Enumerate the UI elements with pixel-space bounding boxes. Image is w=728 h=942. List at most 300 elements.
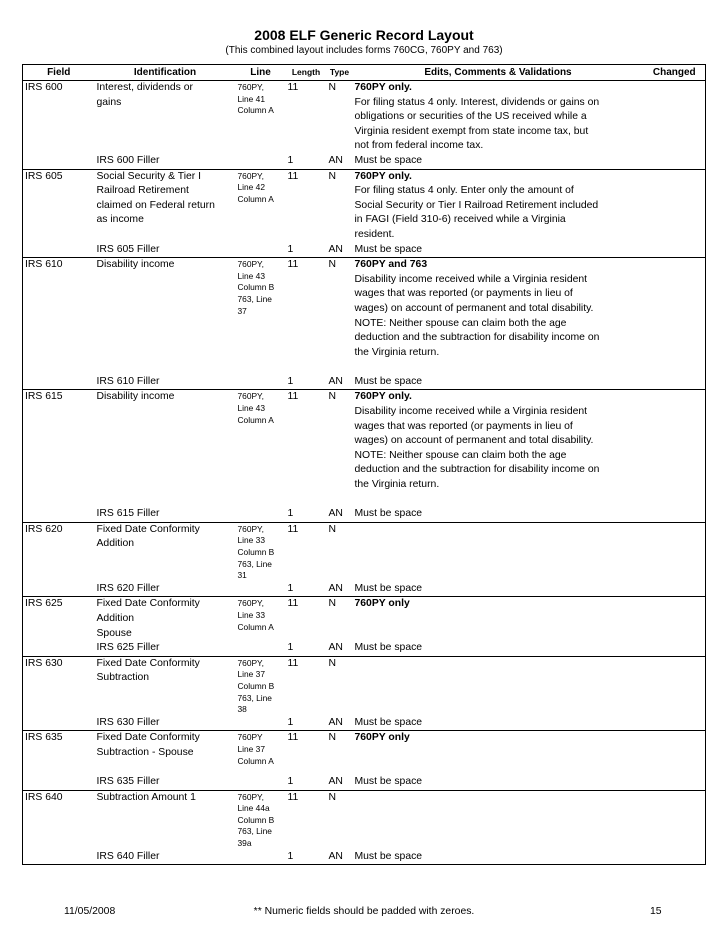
length-cell bbox=[286, 716, 327, 731]
edits-heading: 760PY only. bbox=[354, 391, 412, 403]
length-cell bbox=[286, 775, 327, 790]
edits-line: Must be space bbox=[354, 375, 423, 387]
identification-line: Spouse bbox=[96, 627, 132, 639]
length-value: 1 bbox=[287, 776, 294, 788]
table-row bbox=[23, 154, 706, 169]
table-row bbox=[23, 375, 706, 390]
identification-cell bbox=[95, 775, 236, 790]
edits-line: Must be space bbox=[354, 154, 423, 166]
edits-line: For filing status 4 only. Interest, dividends or gains on bbox=[354, 96, 600, 108]
edits-line: Must be space bbox=[354, 850, 423, 862]
type-cell bbox=[327, 597, 353, 641]
type-value: AN bbox=[328, 375, 343, 387]
identification-line: IRS 640 Filler bbox=[96, 850, 160, 862]
identification-cell bbox=[95, 597, 236, 641]
line-cell bbox=[236, 258, 286, 375]
type-value: N bbox=[328, 391, 337, 403]
identification-line: claimed on Federal return bbox=[96, 199, 215, 211]
identification-cell bbox=[95, 81, 236, 154]
type-value: AN bbox=[328, 582, 343, 594]
edits-heading: 760PY and 763 bbox=[354, 259, 428, 271]
identification-line: Fixed Date Conformity bbox=[96, 657, 200, 669]
field-cell bbox=[23, 850, 95, 865]
identification-cell bbox=[95, 522, 236, 581]
field-code: IRS 625 bbox=[25, 598, 63, 610]
length-cell bbox=[286, 522, 327, 581]
identification-line: Addition bbox=[96, 612, 135, 624]
type-cell bbox=[327, 656, 353, 715]
length-cell bbox=[286, 850, 327, 865]
type-value: N bbox=[328, 791, 337, 803]
table-row bbox=[23, 81, 706, 154]
edits-cell bbox=[353, 375, 644, 390]
identification-line: Disability income bbox=[96, 391, 175, 403]
line-ref: Line 37 bbox=[237, 669, 265, 680]
type-cell bbox=[327, 154, 353, 169]
field-code: IRS 635 bbox=[25, 732, 63, 744]
line-ref: Column B bbox=[237, 282, 275, 293]
field-cell bbox=[23, 169, 95, 242]
type-value: AN bbox=[328, 642, 343, 654]
type-value: AN bbox=[328, 850, 343, 862]
changed-cell bbox=[644, 731, 706, 775]
type-value: N bbox=[328, 523, 337, 535]
line-ref: Line 33 bbox=[237, 535, 265, 546]
line-cell bbox=[236, 243, 286, 258]
edits-line bbox=[355, 493, 642, 508]
table-row bbox=[23, 716, 706, 731]
line-cell bbox=[236, 154, 286, 169]
type-cell bbox=[327, 582, 353, 597]
edits-heading: 760PY only. bbox=[354, 170, 412, 182]
changed-cell bbox=[644, 507, 706, 522]
edits-cell bbox=[353, 582, 644, 597]
edits-heading: 760PY only bbox=[354, 732, 410, 744]
table-body bbox=[23, 81, 706, 865]
page-subtitle: (This combined layout includes forms 760CG, 760PY and 763) bbox=[225, 45, 503, 56]
changed-cell bbox=[644, 81, 706, 154]
length-value: 11 bbox=[287, 170, 299, 182]
edits-line: Social Security or Tier I Railroad Retirement included bbox=[354, 199, 599, 211]
length-value: 1 bbox=[287, 154, 294, 166]
edits-cell bbox=[353, 169, 644, 242]
edits-line: obligations or securities of the US received while a bbox=[354, 111, 587, 123]
table-row bbox=[23, 641, 706, 656]
table-row bbox=[23, 243, 706, 258]
field-code: IRS 620 bbox=[25, 523, 63, 535]
edits-line: Must be space bbox=[354, 243, 423, 255]
identification-cell bbox=[95, 850, 236, 865]
type-cell bbox=[327, 375, 353, 390]
edits-cell bbox=[353, 731, 644, 775]
line-cell bbox=[236, 582, 286, 597]
type-value: N bbox=[328, 598, 337, 610]
identification-line: IRS 605 Filler bbox=[96, 243, 160, 255]
length-value: 11 bbox=[287, 523, 299, 535]
changed-cell bbox=[644, 790, 706, 849]
footer-date: 11/05/2008 bbox=[64, 906, 116, 917]
type-cell bbox=[327, 850, 353, 865]
edits-line: Must be space bbox=[354, 776, 423, 788]
edits-line: deduction and the subtraction for disability income on bbox=[354, 464, 600, 476]
length-value: 1 bbox=[287, 716, 294, 728]
edits-line: in FAGI (Field 310-6) received while a Virginia bbox=[354, 214, 566, 226]
type-value: AN bbox=[328, 716, 343, 728]
identification-line: Interest, dividends or bbox=[96, 82, 193, 93]
edits-line: For filing status 4 only. Enter only the amount of bbox=[354, 185, 574, 197]
changed-cell bbox=[644, 258, 706, 375]
line-cell bbox=[236, 790, 286, 849]
length-cell bbox=[286, 154, 327, 169]
field-cell bbox=[23, 154, 95, 169]
edits-cell bbox=[353, 390, 644, 507]
line-ref: 39a bbox=[237, 838, 252, 849]
length-cell bbox=[286, 641, 327, 656]
type-cell bbox=[327, 390, 353, 507]
line-ref: Column A bbox=[237, 193, 274, 204]
edits-line: wages) on account of permanent and total disability. bbox=[354, 302, 594, 314]
edits-line: Virginia resident exempt from state income tax, but bbox=[354, 125, 589, 137]
length-value: 11 bbox=[287, 732, 299, 744]
type-cell bbox=[327, 716, 353, 731]
length-cell bbox=[286, 81, 327, 154]
table-row bbox=[23, 597, 706, 641]
line-cell bbox=[236, 81, 286, 154]
identification-line: Fixed Date Conformity bbox=[96, 598, 200, 610]
field-code: IRS 605 bbox=[25, 170, 63, 182]
changed-cell bbox=[644, 169, 706, 242]
field-cell bbox=[23, 522, 95, 581]
column-header-changed: Changed bbox=[644, 65, 706, 81]
edits-line: the Virginia return. bbox=[354, 479, 440, 491]
field-cell bbox=[23, 390, 95, 507]
edits-cell bbox=[353, 597, 644, 641]
line-ref: Line 41 bbox=[237, 93, 265, 104]
identification-line: as income bbox=[96, 214, 144, 226]
length-value: 1 bbox=[287, 243, 294, 255]
type-cell bbox=[327, 522, 353, 581]
length-cell bbox=[286, 731, 327, 775]
changed-cell bbox=[644, 582, 706, 597]
length-cell bbox=[286, 597, 327, 641]
edits-heading: 760PY only. bbox=[354, 82, 412, 93]
changed-cell bbox=[644, 243, 706, 258]
field-code: IRS 610 bbox=[25, 259, 63, 271]
identification-line: IRS 615 Filler bbox=[96, 508, 160, 520]
edits-cell bbox=[353, 716, 644, 731]
length-value: 1 bbox=[287, 642, 294, 654]
edits-cell bbox=[353, 507, 644, 522]
identification-line: IRS 630 Filler bbox=[96, 716, 160, 728]
line-ref: 760PY, bbox=[237, 82, 264, 92]
edits-line: wages) on account of permanent and total disability. bbox=[354, 435, 594, 447]
length-value: 11 bbox=[287, 391, 299, 403]
length-cell bbox=[286, 169, 327, 242]
edits-line: deduction and the subtraction for disability income on bbox=[354, 332, 600, 344]
identification-cell bbox=[95, 656, 236, 715]
line-ref: Line 43 bbox=[237, 403, 265, 414]
field-cell bbox=[23, 582, 95, 597]
identification-cell bbox=[95, 716, 236, 731]
type-cell bbox=[327, 243, 353, 258]
line-ref: Column A bbox=[237, 414, 274, 425]
line-ref: 760PY, bbox=[237, 598, 264, 609]
field-cell bbox=[23, 641, 95, 656]
type-cell bbox=[327, 775, 353, 790]
line-ref: 763, Line bbox=[237, 692, 272, 703]
edits-line bbox=[355, 360, 642, 375]
edits-cell bbox=[353, 656, 644, 715]
changed-cell bbox=[644, 522, 706, 581]
length-value: 11 bbox=[287, 598, 299, 610]
line-ref: Line 33 bbox=[237, 609, 265, 620]
changed-cell bbox=[644, 375, 706, 390]
type-value: AN bbox=[328, 243, 343, 255]
length-cell bbox=[286, 243, 327, 258]
line-ref: Column B bbox=[237, 680, 275, 691]
type-cell bbox=[327, 258, 353, 375]
line-ref: 760PY, bbox=[237, 170, 264, 181]
changed-cell bbox=[644, 597, 706, 641]
edits-line: Must be space bbox=[354, 508, 423, 520]
line-cell bbox=[236, 522, 286, 581]
type-value: AN bbox=[328, 154, 343, 166]
line-ref: 760PY, bbox=[237, 791, 264, 802]
edits-cell bbox=[353, 790, 644, 849]
changed-cell bbox=[644, 656, 706, 715]
length-value: 11 bbox=[287, 791, 299, 803]
table-row bbox=[23, 522, 706, 581]
line-ref: Line 37 bbox=[237, 743, 265, 754]
table-row bbox=[23, 790, 706, 849]
changed-cell bbox=[644, 390, 706, 507]
edits-line: Disability income received while a Virginia resident bbox=[354, 273, 588, 285]
changed-cell bbox=[644, 641, 706, 656]
length-value: 1 bbox=[287, 582, 294, 594]
line-ref: 760PY, bbox=[237, 391, 264, 402]
line-cell bbox=[236, 716, 286, 731]
identification-line: Social Security & Tier I bbox=[96, 170, 202, 182]
field-cell bbox=[23, 507, 95, 522]
line-ref: Column A bbox=[237, 621, 274, 632]
identification-line: Fixed Date Conformity bbox=[96, 523, 200, 535]
edits-line: wages that was reported (or payments in lieu of bbox=[354, 288, 573, 300]
edits-line: Must be space bbox=[354, 716, 423, 728]
identification-line: Railroad Retirement bbox=[96, 185, 189, 197]
identification-cell bbox=[95, 154, 236, 169]
length-cell bbox=[286, 507, 327, 522]
identification-cell bbox=[95, 375, 236, 390]
page-title: 2008 ELF Generic Record Layout bbox=[254, 27, 474, 43]
edits-cell bbox=[353, 258, 644, 375]
field-code: IRS 640 bbox=[25, 791, 63, 803]
changed-cell bbox=[644, 154, 706, 169]
line-ref: 763, Line bbox=[237, 826, 272, 837]
type-value: N bbox=[328, 732, 337, 744]
table-row bbox=[23, 582, 706, 597]
length-cell bbox=[286, 582, 327, 597]
edits-line: wages that was reported (or payments in lieu of bbox=[354, 420, 573, 432]
type-cell bbox=[327, 731, 353, 775]
identification-line: gains bbox=[96, 96, 122, 108]
line-ref: 760PY bbox=[237, 732, 263, 743]
line-cell bbox=[236, 775, 286, 790]
line-ref: 763, Line bbox=[237, 558, 272, 569]
field-cell bbox=[23, 716, 95, 731]
column-header-field: Field bbox=[23, 65, 95, 81]
identification-cell bbox=[95, 582, 236, 597]
line-cell bbox=[236, 390, 286, 507]
line-cell bbox=[236, 375, 286, 390]
changed-cell bbox=[644, 850, 706, 865]
line-ref: 760PY, bbox=[237, 657, 264, 668]
identification-line: Subtraction bbox=[96, 672, 150, 684]
edits-cell bbox=[353, 522, 644, 581]
type-value: N bbox=[328, 170, 337, 182]
edits-line: Must be space bbox=[354, 642, 423, 654]
edits-line: NOTE: Neither spouse can claim both the age bbox=[354, 449, 567, 461]
edits-cell bbox=[353, 81, 644, 154]
field-cell bbox=[23, 775, 95, 790]
identification-line: IRS 635 Filler bbox=[96, 776, 160, 788]
field-cell bbox=[23, 81, 95, 154]
type-cell bbox=[327, 507, 353, 522]
length-value: 1 bbox=[287, 850, 294, 862]
field-code: IRS 615 bbox=[25, 391, 63, 403]
line-cell bbox=[236, 731, 286, 775]
line-ref: 760PY, bbox=[237, 523, 264, 534]
identification-cell bbox=[95, 243, 236, 258]
table-header-row bbox=[23, 65, 706, 81]
line-ref: 37 bbox=[237, 305, 247, 316]
type-cell bbox=[327, 641, 353, 656]
type-cell bbox=[327, 81, 353, 154]
length-cell bbox=[286, 375, 327, 390]
identification-line: Addition bbox=[96, 538, 135, 550]
field-cell bbox=[23, 258, 95, 375]
type-cell bbox=[327, 169, 353, 242]
length-value: 1 bbox=[287, 508, 294, 520]
field-code: IRS 600 bbox=[25, 82, 63, 93]
identification-cell bbox=[95, 507, 236, 522]
column-header-type: Type bbox=[327, 65, 353, 81]
edits-cell bbox=[353, 641, 644, 656]
line-ref: Column B bbox=[237, 547, 275, 557]
table-row bbox=[23, 390, 706, 507]
identification-cell bbox=[95, 641, 236, 656]
table-row bbox=[23, 850, 706, 865]
identification-cell bbox=[95, 790, 236, 849]
length-cell bbox=[286, 390, 327, 507]
length-cell bbox=[286, 790, 327, 849]
identification-line: Subtraction - Spouse bbox=[96, 746, 194, 758]
identification-cell bbox=[95, 258, 236, 375]
type-cell bbox=[327, 790, 353, 849]
table-row bbox=[23, 775, 706, 790]
identification-line: Disability income bbox=[96, 259, 175, 271]
identification-line: Fixed Date Conformity bbox=[96, 732, 200, 744]
edits-cell bbox=[353, 243, 644, 258]
edits-line: not from federal income tax. bbox=[354, 140, 484, 152]
length-cell bbox=[286, 258, 327, 375]
line-ref: Column A bbox=[237, 755, 274, 766]
changed-cell bbox=[644, 716, 706, 731]
table-row bbox=[23, 656, 706, 715]
field-cell bbox=[23, 243, 95, 258]
column-header-line: Line bbox=[236, 65, 286, 81]
table-row bbox=[23, 258, 706, 375]
length-value: 11 bbox=[287, 259, 299, 271]
footer-note: ** Numeric fields should be padded with zeroes. bbox=[253, 906, 475, 917]
edits-line: NOTE: Neither spouse can claim both the age bbox=[354, 317, 567, 329]
length-value: 1 bbox=[287, 375, 294, 387]
line-ref: 763, Line bbox=[237, 293, 272, 304]
line-cell bbox=[236, 507, 286, 522]
line-ref: 760PY, bbox=[237, 259, 264, 270]
changed-cell bbox=[644, 775, 706, 790]
edits-cell bbox=[353, 850, 644, 865]
identification-cell bbox=[95, 169, 236, 242]
line-cell bbox=[236, 850, 286, 865]
length-value: 11 bbox=[287, 657, 299, 669]
line-cell bbox=[236, 597, 286, 641]
field-code: IRS 630 bbox=[25, 657, 63, 669]
edits-line: Must be space bbox=[354, 582, 423, 594]
line-ref: Line 44a bbox=[237, 803, 270, 814]
field-cell bbox=[23, 790, 95, 849]
footer-page-number: 15 bbox=[650, 906, 662, 917]
edits-cell bbox=[353, 154, 644, 169]
length-cell bbox=[286, 656, 327, 715]
type-value: AN bbox=[328, 776, 343, 788]
edits-heading: 760PY only bbox=[354, 598, 410, 610]
record-layout-table bbox=[22, 64, 706, 865]
column-header-length: Length bbox=[286, 65, 327, 81]
line-cell bbox=[236, 169, 286, 242]
line-ref: Column B bbox=[237, 814, 275, 825]
line-ref: Line 43 bbox=[237, 270, 265, 281]
edits-line: Disability income received while a Virginia resident bbox=[354, 406, 588, 418]
table-row bbox=[23, 507, 706, 522]
line-cell bbox=[236, 656, 286, 715]
line-ref: 38 bbox=[237, 704, 247, 715]
type-value: N bbox=[328, 259, 337, 271]
type-value: N bbox=[328, 82, 337, 93]
edits-cell bbox=[353, 775, 644, 790]
length-value: 11 bbox=[287, 82, 299, 93]
type-value: AN bbox=[328, 508, 343, 520]
field-cell bbox=[23, 656, 95, 715]
identification-cell bbox=[95, 731, 236, 775]
column-header-identification: Identification bbox=[95, 65, 236, 81]
field-cell bbox=[23, 375, 95, 390]
field-cell bbox=[23, 597, 95, 641]
line-ref: Column A bbox=[237, 105, 274, 116]
line-ref: Line 42 bbox=[237, 182, 265, 193]
field-cell bbox=[23, 731, 95, 775]
identification-line: IRS 620 Filler bbox=[96, 582, 160, 594]
edits-line: resident. bbox=[354, 228, 395, 240]
identification-line: Subtraction Amount 1 bbox=[96, 791, 196, 803]
identification-line: IRS 600 Filler bbox=[96, 154, 160, 166]
line-ref: 31 bbox=[237, 570, 247, 581]
table-row bbox=[23, 731, 706, 775]
line-cell bbox=[236, 641, 286, 656]
identification-line bbox=[97, 761, 234, 776]
identification-cell bbox=[95, 390, 236, 507]
edits-line: the Virginia return. bbox=[354, 346, 440, 358]
column-header-edits: Edits, Comments & Validations bbox=[353, 65, 644, 81]
